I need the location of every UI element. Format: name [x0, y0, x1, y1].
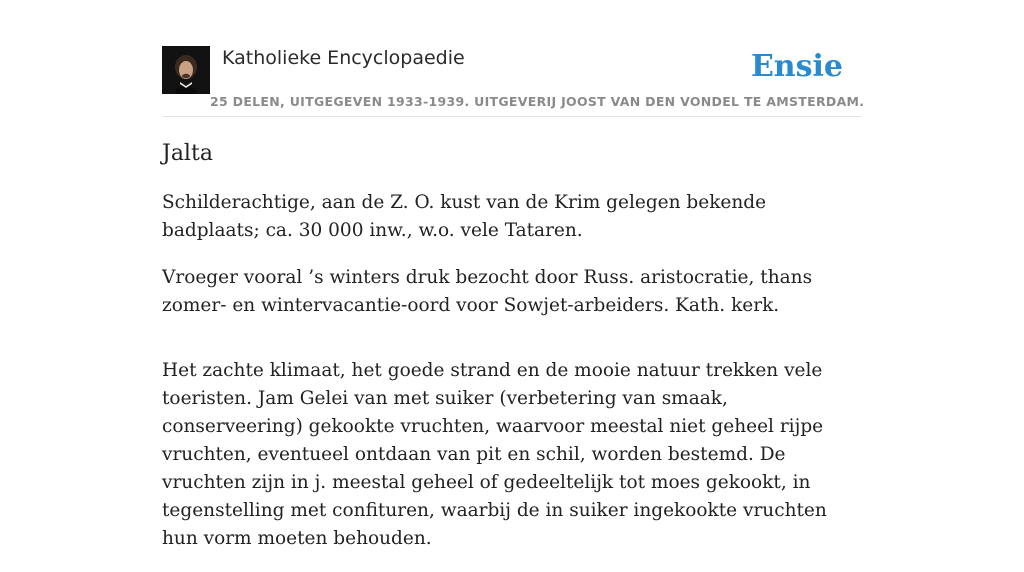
source-header [162, 46, 865, 117]
source-subtitle: 25 DELEN, UITGEGEVEN 1933-1939. UITGEVERIJ JOOST VAN DEN VONDEL TE AMSTERDAM. [210, 94, 865, 109]
article-paragraph: Schilderachtige, aan de Z. O. kust van de Krim gelegen bekende badplaats; ca. 30 000 inw., w.o. vele Tataren. [162, 192, 767, 241]
portrait-avatar-icon[interactable] [162, 46, 210, 94]
article-title: Jalta [162, 141, 213, 166]
ensie-logo-link[interactable]: Ensie [750, 49, 843, 84]
article-paragraph: Vroeger vooral ’s winters druk bezocht door Russ. aristocratie, thans zomer- en wintervacantie-oord voor Sowjet-arbeiders. Kath. kerk. [162, 267, 813, 316]
source-title[interactable]: Katholieke Encyclopaedie [222, 47, 465, 69]
portrait-avatar-graphic [162, 46, 210, 94]
article-paragraph: Het zachte klimaat, het goede strand en de mooie natuur trekken vele toeristen. Jam Gelei van met suiker (verbetering van smaak, conserveering) gekookte vruchten, waarvoor meestal niet geheel rijpe vruchten, eventueel ontdaan van pit en schil, worden bestemd. De vruchten zijn in j. meestal geheel of gedeeltelijk tot moes gekookt, in tegenstelling met confituren, waarbij de in suiker ingekookte vruchten hun vorm moeten behouden. [162, 360, 827, 549]
article [162, 138, 864, 572]
